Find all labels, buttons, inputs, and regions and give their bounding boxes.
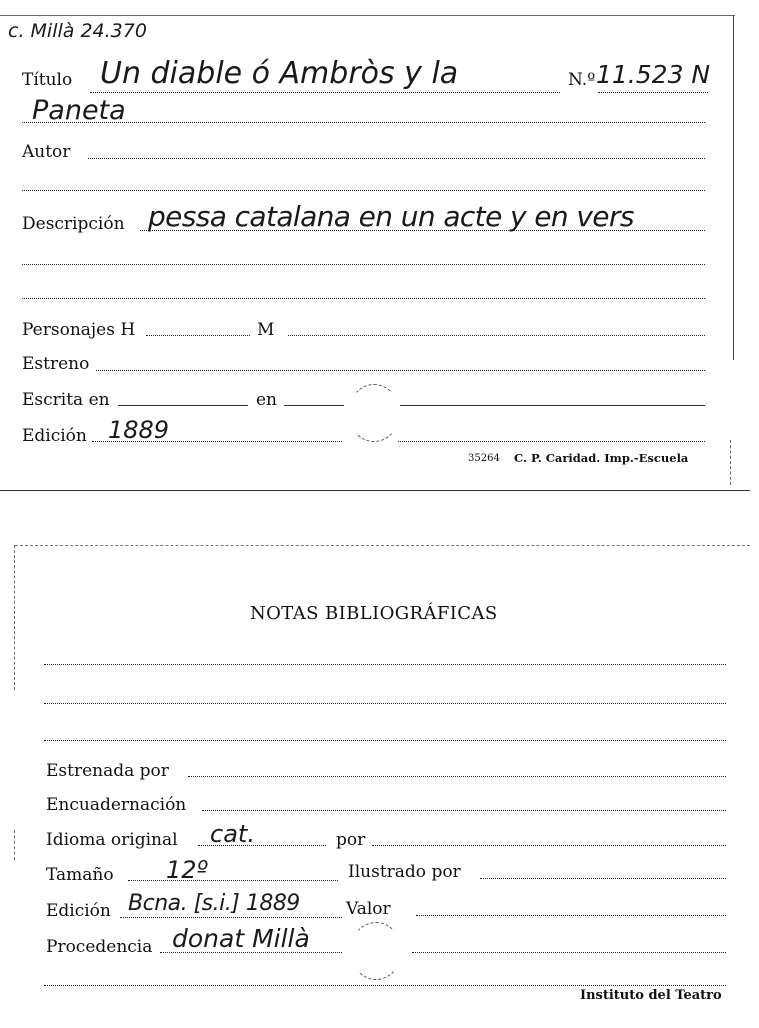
edicion-value: 1889 xyxy=(108,416,170,444)
estrenada-label: Estrenada por xyxy=(46,761,169,781)
descripcion-line-2 xyxy=(22,264,705,265)
descripcion-line-3 xyxy=(22,298,705,299)
encuadernacion-line xyxy=(202,810,726,811)
notas-heading: NOTAS BIBLIOGRÁFICAS xyxy=(250,603,498,624)
idioma-label: Idioma original xyxy=(46,830,178,850)
notas-line-3 xyxy=(44,740,726,741)
edicion-label: Edición xyxy=(22,426,87,446)
escrita-line xyxy=(118,405,248,406)
autor-line xyxy=(88,158,705,159)
card1-right-border-lower xyxy=(730,440,731,485)
printer-number: 35264 xyxy=(468,453,500,464)
punch-hole-card2 xyxy=(350,922,402,980)
titulo-value-line2: Paneta xyxy=(32,95,126,126)
edicion2-label: Edición xyxy=(46,901,111,921)
titulo-label: Título xyxy=(22,70,73,90)
autor-label: Autor xyxy=(22,142,71,162)
card1-right-border xyxy=(733,15,734,360)
descripcion-value: pessa catalana en un acte y en vers xyxy=(148,200,634,233)
idioma-por-line xyxy=(372,845,726,846)
edicion-line xyxy=(92,441,342,442)
procedencia-line xyxy=(160,952,342,953)
escrita-en-label: en xyxy=(256,390,278,410)
ilustrado-label: Ilustrado por xyxy=(348,862,461,882)
descripcion-label: Descripción xyxy=(22,214,125,234)
notas-line-1 xyxy=(44,664,726,665)
numero-line xyxy=(598,92,708,93)
procedencia-line-2 xyxy=(412,952,726,953)
autor-line-2 xyxy=(22,190,705,191)
escrita-label: Escrita en xyxy=(22,390,110,410)
escrita-en-line xyxy=(284,405,344,406)
personajes-h-line xyxy=(146,335,250,336)
notas-line-2 xyxy=(44,703,726,704)
tamano-line xyxy=(128,880,338,881)
titulo-line xyxy=(90,92,560,93)
valor-line xyxy=(416,915,726,916)
idioma-por-label: por xyxy=(336,830,366,850)
titulo-line-2 xyxy=(22,122,705,123)
card2-top-border xyxy=(15,545,750,546)
estreno-label: Estreno xyxy=(22,354,90,374)
encuadernacion-label: Encuadernación xyxy=(46,795,187,815)
tamano-value: 12º xyxy=(166,856,208,884)
card2-left-border xyxy=(14,545,15,690)
titulo-value-line1: Un diable ó Ambròs y la xyxy=(100,56,459,91)
procedencia-label: Procedencia xyxy=(46,937,153,957)
tamano-label: Tamaño xyxy=(46,865,114,885)
punch-hole-card1 xyxy=(348,384,400,442)
idioma-value: cat. xyxy=(210,820,255,848)
ilustrado-line xyxy=(480,878,726,879)
edicion2-value: Bcna. [s.i.] 1889 xyxy=(128,891,300,916)
valor-label: Valor xyxy=(346,899,391,919)
estreno-line xyxy=(96,370,705,371)
card2-left-border-lower xyxy=(14,830,15,860)
personajes-label: Personajes H xyxy=(22,320,136,340)
bottom-line xyxy=(44,985,726,986)
edicion2-line xyxy=(120,917,342,918)
numero-label: N.º xyxy=(568,70,596,90)
numero-value: 11.523 N xyxy=(596,60,711,89)
estrenada-line xyxy=(188,776,726,777)
card1-bottom-border xyxy=(0,490,750,491)
idioma-line xyxy=(198,845,326,846)
card1-top-border xyxy=(0,15,735,16)
printer-imprint: C. P. Caridad. Imp.-Escuela xyxy=(514,451,689,465)
institution-footer: Instituto del Teatro xyxy=(580,988,722,1003)
escrita-en-line-2 xyxy=(400,405,705,406)
personajes-m-label: M xyxy=(257,320,275,340)
personajes-m-line xyxy=(288,335,705,336)
descripcion-line xyxy=(140,230,705,231)
edicion-line-2 xyxy=(398,441,705,442)
procedencia-value: donat Millà xyxy=(172,924,310,953)
handwritten-top-note: c. Millà 24.370 xyxy=(8,20,147,42)
